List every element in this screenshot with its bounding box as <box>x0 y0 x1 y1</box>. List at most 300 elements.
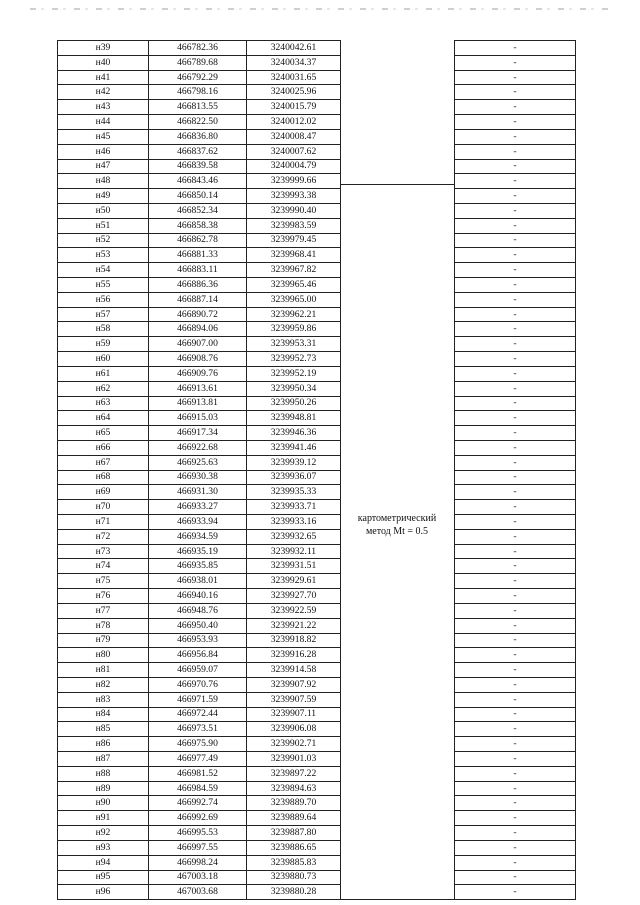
table-row <box>58 337 576 352</box>
table-row <box>58 633 576 648</box>
point-id-cell: н63 <box>58 396 149 411</box>
y-coordinate-cell: 3239939.12 <box>247 455 341 470</box>
dash-cell: - <box>455 781 576 796</box>
y-coordinate-cell: 3239929.61 <box>247 574 341 589</box>
table-row <box>58 352 576 367</box>
method-column-cell <box>341 574 455 589</box>
dash-cell: - <box>455 737 576 752</box>
x-coordinate-cell: 466935.85 <box>149 559 247 574</box>
point-id-cell: н92 <box>58 826 149 841</box>
dash-cell: - <box>455 840 576 855</box>
y-coordinate-cell: 3239968.41 <box>247 248 341 263</box>
x-coordinate-cell: 466850.14 <box>149 189 247 204</box>
y-coordinate-cell: 3240042.61 <box>247 41 341 56</box>
method-column-cell <box>341 766 455 781</box>
point-id-cell: н96 <box>58 885 149 900</box>
dash-cell: - <box>455 485 576 500</box>
y-coordinate-cell: 3239901.03 <box>247 752 341 767</box>
y-coordinate-cell: 3240012.02 <box>247 115 341 130</box>
y-coordinate-cell: 3239907.59 <box>247 692 341 707</box>
point-id-cell: н80 <box>58 648 149 663</box>
y-coordinate-cell: 3239885.83 <box>247 855 341 870</box>
table-row <box>58 426 576 441</box>
x-coordinate-cell: 466973.51 <box>149 722 247 737</box>
x-coordinate-cell: 466948.76 <box>149 603 247 618</box>
y-coordinate-cell: 3239889.70 <box>247 796 341 811</box>
method-column-cell <box>341 663 455 678</box>
method-column-cell <box>341 426 455 441</box>
table-row <box>58 129 576 144</box>
x-coordinate-cell: 466970.76 <box>149 677 247 692</box>
x-coordinate-cell: 466883.11 <box>149 263 247 278</box>
x-coordinate-cell: 466992.69 <box>149 811 247 826</box>
y-coordinate-cell: 3239946.36 <box>247 426 341 441</box>
table-row <box>58 189 576 204</box>
y-coordinate-cell: 3239894.63 <box>247 781 341 796</box>
method-column-cell <box>341 737 455 752</box>
table-row <box>58 574 576 589</box>
point-id-cell: н77 <box>58 603 149 618</box>
table-row <box>58 707 576 722</box>
table-row <box>58 648 576 663</box>
y-coordinate-cell: 3239922.59 <box>247 603 341 618</box>
table-row <box>58 855 576 870</box>
y-coordinate-cell: 3239918.82 <box>247 633 341 648</box>
point-id-cell: н76 <box>58 589 149 604</box>
dash-cell: - <box>455 589 576 604</box>
method-column-cell <box>341 692 455 707</box>
x-coordinate-cell: 466839.58 <box>149 159 247 174</box>
y-coordinate-cell: 3239914.58 <box>247 663 341 678</box>
table-row <box>58 366 576 381</box>
x-coordinate-cell: 466971.59 <box>149 692 247 707</box>
dash-cell: - <box>455 544 576 559</box>
point-id-cell: н41 <box>58 70 149 85</box>
y-coordinate-cell: 3239950.26 <box>247 396 341 411</box>
point-id-cell: н56 <box>58 292 149 307</box>
dash-cell: - <box>455 248 576 263</box>
table-row <box>58 500 576 515</box>
table-row <box>58 544 576 559</box>
dash-cell: - <box>455 796 576 811</box>
y-coordinate-cell: 3240007.62 <box>247 144 341 159</box>
table-row <box>58 766 576 781</box>
x-coordinate-cell: 466798.16 <box>149 85 247 100</box>
table-row <box>58 263 576 278</box>
method-column-cell <box>341 366 455 381</box>
x-coordinate-cell: 466933.94 <box>149 515 247 530</box>
dash-cell: - <box>455 337 576 352</box>
point-id-cell: н84 <box>58 707 149 722</box>
dash-cell: - <box>455 766 576 781</box>
table-row <box>58 618 576 633</box>
table-row <box>58 485 576 500</box>
table-row <box>58 55 576 70</box>
x-coordinate-cell: 466933.27 <box>149 500 247 515</box>
method-column-divider <box>340 184 454 185</box>
point-id-cell: н58 <box>58 322 149 337</box>
method-column-cell <box>341 677 455 692</box>
method-column-cell <box>341 218 455 233</box>
y-coordinate-cell: 3239906.08 <box>247 722 341 737</box>
dash-cell: - <box>455 752 576 767</box>
y-coordinate-cell: 3239927.70 <box>247 589 341 604</box>
table-row <box>58 203 576 218</box>
table-row <box>58 100 576 115</box>
table-row <box>58 603 576 618</box>
dash-cell: - <box>455 381 576 396</box>
point-id-cell: н53 <box>58 248 149 263</box>
method-column-cell <box>341 826 455 841</box>
method-column-cell <box>341 648 455 663</box>
point-id-cell: н62 <box>58 381 149 396</box>
point-id-cell: н75 <box>58 574 149 589</box>
method-column-cell <box>341 707 455 722</box>
method-column-cell <box>341 292 455 307</box>
point-id-cell: н68 <box>58 470 149 485</box>
x-coordinate-cell: 466890.72 <box>149 307 247 322</box>
x-coordinate-cell: 466981.52 <box>149 766 247 781</box>
table-row <box>58 440 576 455</box>
y-coordinate-cell: 3239959.86 <box>247 322 341 337</box>
method-column-cell <box>341 100 455 115</box>
coordinates-table <box>57 40 576 900</box>
dash-cell: - <box>455 263 576 278</box>
dash-cell: - <box>455 129 576 144</box>
method-column-cell <box>341 337 455 352</box>
method-column-cell <box>341 796 455 811</box>
table-row <box>58 278 576 293</box>
dash-cell: - <box>455 100 576 115</box>
method-column-cell <box>341 144 455 159</box>
table-row <box>58 663 576 678</box>
y-coordinate-cell: 3239916.28 <box>247 648 341 663</box>
dash-cell: - <box>455 677 576 692</box>
method-column-cell <box>341 455 455 470</box>
dash-cell: - <box>455 307 576 322</box>
table-row <box>58 796 576 811</box>
point-id-cell: н85 <box>58 722 149 737</box>
point-id-cell: н83 <box>58 692 149 707</box>
x-coordinate-cell: 466998.24 <box>149 855 247 870</box>
dash-cell: - <box>455 292 576 307</box>
y-coordinate-cell: 3240025.96 <box>247 85 341 100</box>
method-column-cell <box>341 411 455 426</box>
dash-cell: - <box>455 322 576 337</box>
method-column-cell <box>341 470 455 485</box>
method-column-cell <box>341 41 455 56</box>
y-coordinate-cell: 3239897.22 <box>247 766 341 781</box>
method-column-cell <box>341 811 455 826</box>
coordinates-table-body <box>58 41 576 900</box>
y-coordinate-cell: 3240008.47 <box>247 129 341 144</box>
table-row <box>58 322 576 337</box>
dash-cell: - <box>455 470 576 485</box>
point-id-cell: н73 <box>58 544 149 559</box>
y-coordinate-cell: 3239990.40 <box>247 203 341 218</box>
point-id-cell: н93 <box>58 840 149 855</box>
method-column-cell <box>341 189 455 204</box>
dash-cell: - <box>455 440 576 455</box>
table-row <box>58 885 576 900</box>
dash-cell: - <box>455 396 576 411</box>
dash-cell: - <box>455 500 576 515</box>
x-coordinate-cell: 466887.14 <box>149 292 247 307</box>
dash-cell: - <box>455 855 576 870</box>
dash-cell: - <box>455 70 576 85</box>
x-coordinate-cell: 467003.68 <box>149 885 247 900</box>
x-coordinate-cell: 466934.59 <box>149 529 247 544</box>
point-id-cell: н39 <box>58 41 149 56</box>
point-id-cell: н87 <box>58 752 149 767</box>
y-coordinate-cell: 3239889.64 <box>247 811 341 826</box>
y-coordinate-cell: 3239907.11 <box>247 707 341 722</box>
y-coordinate-cell: 3239886.65 <box>247 840 341 855</box>
method-column-cell <box>341 159 455 174</box>
y-coordinate-cell: 3239965.46 <box>247 278 341 293</box>
y-coordinate-cell: 3239931.51 <box>247 559 341 574</box>
point-id-cell: н71 <box>58 515 149 530</box>
x-coordinate-cell: 466881.33 <box>149 248 247 263</box>
method-column-cell <box>341 870 455 885</box>
method-column-cell <box>341 174 455 189</box>
point-id-cell: н79 <box>58 633 149 648</box>
method-column-cell <box>341 352 455 367</box>
table-row <box>58 411 576 426</box>
method-line-1: картометрический <box>357 513 437 524</box>
table-row <box>58 292 576 307</box>
method-column-cell <box>341 322 455 337</box>
x-coordinate-cell: 466789.68 <box>149 55 247 70</box>
x-coordinate-cell: 467003.18 <box>149 870 247 885</box>
table-row <box>58 233 576 248</box>
x-coordinate-cell: 466977.49 <box>149 752 247 767</box>
method-column-cell <box>341 544 455 559</box>
dash-cell: - <box>455 41 576 56</box>
x-coordinate-cell: 466909.76 <box>149 366 247 381</box>
point-id-cell: н40 <box>58 55 149 70</box>
x-coordinate-cell: 466908.76 <box>149 352 247 367</box>
x-coordinate-cell: 466822.50 <box>149 115 247 130</box>
method-column-cell <box>341 559 455 574</box>
table-row <box>58 811 576 826</box>
point-id-cell: н88 <box>58 766 149 781</box>
table-row <box>58 840 576 855</box>
y-coordinate-cell: 3240015.79 <box>247 100 341 115</box>
dash-cell: - <box>455 366 576 381</box>
table-row <box>58 692 576 707</box>
method-column-cell <box>341 233 455 248</box>
dash-cell: - <box>455 648 576 663</box>
point-id-cell: н91 <box>58 811 149 826</box>
method-column-cell <box>341 485 455 500</box>
point-id-cell: н59 <box>58 337 149 352</box>
y-coordinate-cell: 3239952.73 <box>247 352 341 367</box>
method-column-cell <box>341 203 455 218</box>
point-id-cell: н49 <box>58 189 149 204</box>
table-row <box>58 677 576 692</box>
y-coordinate-cell: 3239932.11 <box>247 544 341 559</box>
table-row <box>58 144 576 159</box>
y-coordinate-cell: 3240034.37 <box>247 55 341 70</box>
y-coordinate-cell: 3239941.46 <box>247 440 341 455</box>
y-coordinate-cell: 3239979.45 <box>247 233 341 248</box>
dash-cell: - <box>455 426 576 441</box>
y-coordinate-cell: 3239953.31 <box>247 337 341 352</box>
point-id-cell: н44 <box>58 115 149 130</box>
point-id-cell: н86 <box>58 737 149 752</box>
method-column-cell <box>341 840 455 855</box>
method-column-cell <box>341 722 455 737</box>
method-column-cell <box>341 781 455 796</box>
x-coordinate-cell: 466922.68 <box>149 440 247 455</box>
dash-cell: - <box>455 174 576 189</box>
method-column-cell <box>341 440 455 455</box>
dash-cell: - <box>455 707 576 722</box>
y-coordinate-cell: 3239993.38 <box>247 189 341 204</box>
dash-cell: - <box>455 85 576 100</box>
point-id-cell: н64 <box>58 411 149 426</box>
point-id-cell: н42 <box>58 85 149 100</box>
table-row <box>58 589 576 604</box>
x-coordinate-cell: 466975.90 <box>149 737 247 752</box>
x-coordinate-cell: 466938.01 <box>149 574 247 589</box>
dash-cell: - <box>455 189 576 204</box>
point-id-cell: н65 <box>58 426 149 441</box>
y-coordinate-cell: 3239950.34 <box>247 381 341 396</box>
table-row <box>58 870 576 885</box>
point-id-cell: н47 <box>58 159 149 174</box>
method-line-2: метод Mt = 0.5 <box>365 526 429 537</box>
y-coordinate-cell: 3239933.71 <box>247 500 341 515</box>
method-column-cell <box>341 263 455 278</box>
point-id-cell: н67 <box>58 455 149 470</box>
method-column-cell <box>341 55 455 70</box>
table-row <box>58 218 576 233</box>
dash-cell: - <box>455 663 576 678</box>
table-row <box>58 515 576 530</box>
x-coordinate-cell: 466862.78 <box>149 233 247 248</box>
y-coordinate-cell: 3239983.59 <box>247 218 341 233</box>
x-coordinate-cell: 466959.07 <box>149 663 247 678</box>
point-id-cell: н50 <box>58 203 149 218</box>
point-id-cell: н78 <box>58 618 149 633</box>
x-coordinate-cell: 466995.53 <box>149 826 247 841</box>
table-row <box>58 41 576 56</box>
x-coordinate-cell: 466935.19 <box>149 544 247 559</box>
x-coordinate-cell: 466950.40 <box>149 618 247 633</box>
dash-cell: - <box>455 574 576 589</box>
table-row <box>58 722 576 737</box>
x-coordinate-cell: 466913.61 <box>149 381 247 396</box>
method-column-cell <box>341 885 455 900</box>
method-column-cell <box>341 381 455 396</box>
x-coordinate-cell: 466930.38 <box>149 470 247 485</box>
point-id-cell: н69 <box>58 485 149 500</box>
x-coordinate-cell: 466997.55 <box>149 840 247 855</box>
y-coordinate-cell: 3239936.07 <box>247 470 341 485</box>
dash-cell: - <box>455 515 576 530</box>
method-cell <box>340 512 454 538</box>
scan-header-noise <box>30 8 610 10</box>
y-coordinate-cell: 3239921.22 <box>247 618 341 633</box>
x-coordinate-cell: 466953.93 <box>149 633 247 648</box>
method-column-cell <box>341 307 455 322</box>
method-column-cell <box>341 278 455 293</box>
dash-cell: - <box>455 559 576 574</box>
point-id-cell: н89 <box>58 781 149 796</box>
point-id-cell: н54 <box>58 263 149 278</box>
x-coordinate-cell: 466925.63 <box>149 455 247 470</box>
x-coordinate-cell: 466792.29 <box>149 70 247 85</box>
dash-cell: - <box>455 55 576 70</box>
dash-cell: - <box>455 811 576 826</box>
dash-cell: - <box>455 529 576 544</box>
dash-cell: - <box>455 633 576 648</box>
x-coordinate-cell: 466931.30 <box>149 485 247 500</box>
x-coordinate-cell: 466836.80 <box>149 129 247 144</box>
table-row <box>58 174 576 189</box>
dash-cell: - <box>455 722 576 737</box>
dash-cell: - <box>455 826 576 841</box>
x-coordinate-cell: 466837.62 <box>149 144 247 159</box>
x-coordinate-cell: 466956.84 <box>149 648 247 663</box>
table-row <box>58 529 576 544</box>
dash-cell: - <box>455 278 576 293</box>
table-row <box>58 396 576 411</box>
y-coordinate-cell: 3239887.80 <box>247 826 341 841</box>
table-row <box>58 159 576 174</box>
method-column-cell <box>341 618 455 633</box>
point-id-cell: н90 <box>58 796 149 811</box>
y-coordinate-cell: 3239967.82 <box>247 263 341 278</box>
point-id-cell: н43 <box>58 100 149 115</box>
y-coordinate-cell: 3239948.81 <box>247 411 341 426</box>
point-id-cell: н66 <box>58 440 149 455</box>
x-coordinate-cell: 466894.06 <box>149 322 247 337</box>
x-coordinate-cell: 466852.34 <box>149 203 247 218</box>
dash-cell: - <box>455 692 576 707</box>
x-coordinate-cell: 466886.36 <box>149 278 247 293</box>
dash-cell: - <box>455 233 576 248</box>
dash-cell: - <box>455 144 576 159</box>
y-coordinate-cell: 3239932.65 <box>247 529 341 544</box>
table-row <box>58 115 576 130</box>
method-column-cell <box>341 603 455 618</box>
point-id-cell: н74 <box>58 559 149 574</box>
x-coordinate-cell: 466992.74 <box>149 796 247 811</box>
dash-cell: - <box>455 411 576 426</box>
method-column-cell <box>341 752 455 767</box>
y-coordinate-cell: 3239999.66 <box>247 174 341 189</box>
method-column-cell <box>341 129 455 144</box>
point-id-cell: н61 <box>58 366 149 381</box>
dash-cell: - <box>455 618 576 633</box>
y-coordinate-cell: 3239933.16 <box>247 515 341 530</box>
table-row <box>58 781 576 796</box>
method-column-cell <box>341 85 455 100</box>
table-row <box>58 826 576 841</box>
dash-cell: - <box>455 218 576 233</box>
table-row <box>58 559 576 574</box>
dash-cell: - <box>455 203 576 218</box>
point-id-cell: н94 <box>58 855 149 870</box>
method-column-cell <box>341 589 455 604</box>
x-coordinate-cell: 466843.46 <box>149 174 247 189</box>
dash-cell: - <box>455 870 576 885</box>
x-coordinate-cell: 466917.34 <box>149 426 247 441</box>
table-row <box>58 752 576 767</box>
